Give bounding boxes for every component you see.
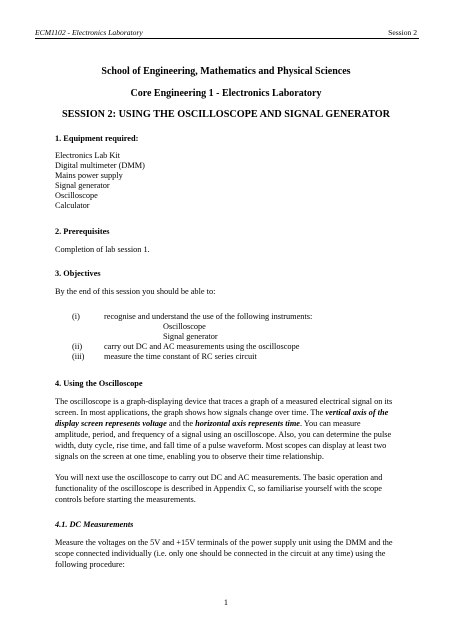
school-title: School of Engineering, Mathematics and Physical Sciences [101, 66, 351, 77]
objective-number: (ii) [72, 342, 83, 351]
paragraph-line: width, duty cycle, rise time, and fall time of a pulse waveform. Most scopes can display at least two [55, 441, 387, 450]
objective-number: (iii) [72, 352, 85, 361]
equipment-item: Oscilloscope [55, 191, 98, 200]
prerequisites-heading: 2. Prerequisites [55, 227, 110, 236]
paragraph-line: scope connected individually (i.e. only one should be connected in the circuit at any time) using the [55, 549, 386, 558]
objective-subitem: Oscilloscope [163, 322, 206, 331]
paragraph-line: The oscilloscope is a graph-displaying device that traces a graph of a measured electrical signal on its [55, 397, 393, 406]
equipment-item: Calculator [55, 201, 90, 210]
paragraph-line: display screen represents voltage and the horizontal axis represents time. You can measure [55, 419, 361, 428]
equipment-item: Mains power supply [55, 171, 123, 180]
paragraph-line: functionality of the oscilloscope is described in Appendix C, so familiarise yourself with the scope [55, 484, 382, 493]
paragraph-line: screen. In most applications, the graph shows how signals change over time. The vertical axis of the [55, 408, 389, 417]
equipment-item: Signal generator [55, 181, 110, 190]
oscilloscope-heading: 4. Using the Oscilloscope [55, 379, 143, 388]
objective-subitem: Signal generator [163, 332, 218, 341]
paragraph-line: Measure the voltages on the 5V and +15V terminals of the power supply unit using the DMM and the [55, 538, 393, 547]
objective-text: recognise and understand the use of the following instruments: [104, 312, 313, 321]
equipment-item: Electronics Lab Kit [55, 151, 120, 160]
objective-text: measure the time constant of RC series circuit [104, 352, 257, 361]
objective-text: carry out DC and AC measurements using the oscilloscope [104, 342, 300, 351]
objectives-heading: 3. Objectives [55, 269, 101, 278]
equipment-heading: 1. Equipment required: [55, 134, 139, 143]
session-title: SESSION 2: USING THE OSCILLOSCOPE AND SIGNAL GENERATOR [61, 109, 391, 120]
paragraph-line: You will next use the oscilloscope to carry out DC and AC measurements. The basic operation and [55, 473, 383, 482]
objective-number: (i) [72, 312, 80, 321]
page-number: 1 [223, 598, 229, 607]
prerequisites-text: Completion of lab session 1. [55, 245, 150, 254]
paragraph-line: signals on the screen at one time, enabling you to observe their time relationship. [55, 452, 324, 461]
paragraph-line: following procedure: [55, 560, 125, 569]
course-title: Core Engineering 1 - Electronics Laboratory [130, 88, 322, 99]
objectives-intro: By the end of this session you should be able to: [55, 287, 216, 296]
paragraph-line: controls before starting the measurements. [55, 495, 196, 504]
header-rule [35, 38, 419, 39]
dc-measurements-heading: 4.1. DC Measurements [55, 520, 134, 529]
running-header-title: ECM1102 - Electronics Laboratory [35, 28, 143, 37]
running-header-session: Session 2 [388, 28, 417, 37]
paragraph-line: amplitude, period, and frequency of a signal using an oscilloscope. Also, you can determine the pulse [55, 430, 392, 439]
equipment-item: Digital multimeter (DMM) [55, 161, 145, 170]
